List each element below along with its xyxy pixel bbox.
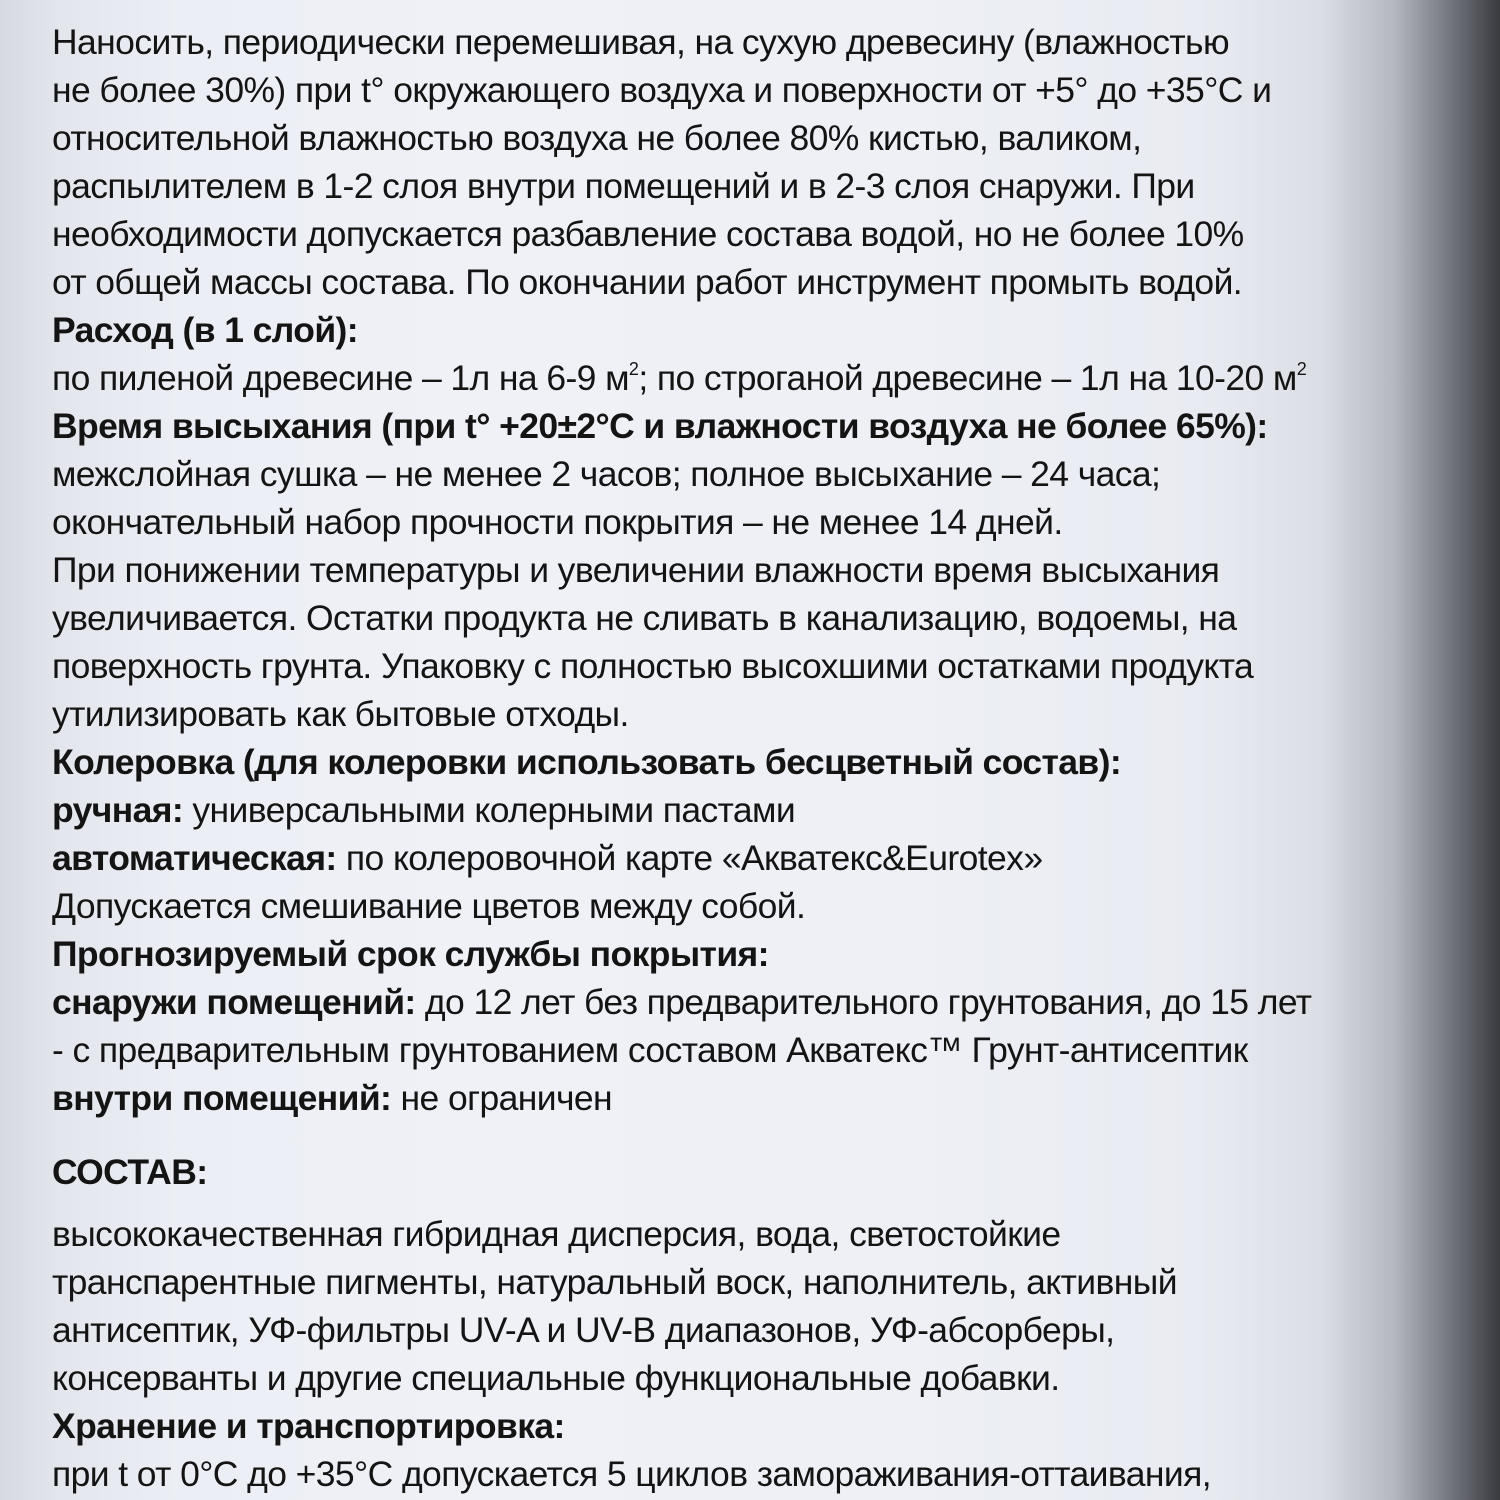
product-label-text xyxy=(52,18,1472,1498)
consumption-sawn-sup: 2 xyxy=(628,359,639,379)
consumption-planed-sup: 2 xyxy=(1296,359,1307,379)
composition-section xyxy=(52,1148,1472,1402)
consumption-text xyxy=(52,354,1472,402)
composition-line: высококачественная гибридная дисперсия, вода, светостойкие xyxy=(52,1214,1061,1254)
service-life-inside xyxy=(52,1074,1472,1122)
consumption-section xyxy=(52,306,1472,402)
service-life-outside xyxy=(52,978,1472,1026)
drying-line: окончательный набор прочности покрытия – не менее 14 дней. xyxy=(52,502,1063,542)
composition-heading: СОСТАВ: xyxy=(52,1152,208,1192)
consumption-planed: ; по строганой древесине – 1л на 10-20 м xyxy=(638,358,1297,398)
usage-line: от общей массы состава. По окончании работ инструмент промыть водой. xyxy=(52,262,1243,302)
drying-line: поверхность грунта. Упаковку с полностью высохшими остатками продукта xyxy=(52,646,1254,686)
drying-heading: Время высыхания (при t° +20±2°С и влажности воздуха не более 65%): xyxy=(52,406,1268,446)
heading-gap xyxy=(52,1196,1472,1210)
usage-section xyxy=(52,18,1472,306)
tinting-section xyxy=(52,738,1472,930)
storage-line: при t от 0°С до +35°С допускается 5 циклов замораживания-оттаивания, xyxy=(52,1454,1212,1494)
service-life-inside-text: не ограничен xyxy=(391,1078,613,1118)
tinting-heading: Колеровка (для колеровки использовать бесцветный состав): xyxy=(52,742,1122,782)
composition-line: транспарентные пигменты, натуральный воск, наполнитель, активный xyxy=(52,1262,1177,1302)
storage-heading: Хранение и транспортировка: xyxy=(52,1406,565,1446)
drying-line: При понижении температуры и увеличении влажности время высыхания xyxy=(52,550,1220,590)
service-life-section xyxy=(52,930,1472,1122)
usage-line: Наносить, периодически перемешивая, на сухую древесину (влажностью xyxy=(52,22,1229,62)
service-life-outside-cont: - с предварительным грунтованием составом Акватекс™ Грунт-антисептик xyxy=(52,1030,1248,1070)
tinting-note: Допускается смешивание цветов между собой. xyxy=(52,886,806,926)
service-life-inside-label: внутри помещений: xyxy=(52,1078,392,1118)
usage-line: необходимости допускается разбавление состава водой, но не более 10% xyxy=(52,214,1244,254)
service-life-heading: Прогнозируемый срок службы покрытия: xyxy=(52,934,769,974)
usage-line: относительной влажностью воздуха не более 80% кистью, валиком, xyxy=(52,118,1142,158)
consumption-heading: Расход (в 1 слой): xyxy=(52,310,358,350)
tinting-manual-label: ручная: xyxy=(52,790,184,830)
composition-line: антисептик, УФ-фильтры UV-A и UV-B диапазонов, УФ-абсорберы, xyxy=(52,1310,1115,1350)
drying-line: утилизировать как бытовые отходы. xyxy=(52,694,629,734)
service-life-outside-label: снаружи помещений: xyxy=(52,982,416,1022)
storage-section xyxy=(52,1402,1472,1498)
drying-line: межслойная сушка – не менее 2 часов; полное высыхание – 24 часа; xyxy=(52,454,1161,494)
tinting-manual-text: универсальными колерными пастами xyxy=(183,790,796,830)
usage-line: распылителем в 1-2 слоя внутри помещений и в 2-3 слоя снаружи. При xyxy=(52,166,1195,206)
drying-line: увеличивается. Остатки продукта не сливать в канализацию, водоемы, на xyxy=(52,598,1237,638)
consumption-sawn: по пиленой древесине – 1л на 6-9 м xyxy=(52,358,629,398)
drying-section xyxy=(52,402,1472,738)
tinting-auto xyxy=(52,834,1472,882)
tinting-auto-text: по колеровочной карте «Акватекс&Eurotex» xyxy=(336,838,1043,878)
composition-line: консерванты и другие специальные функциональные добавки. xyxy=(52,1358,1060,1398)
section-gap xyxy=(52,1122,1472,1148)
usage-line: не более 30%) при t° окружающего воздуха и поверхности от +5° до +35°С и xyxy=(52,70,1272,110)
service-life-outside-text: до 12 лет без предварительного грунтования, до 15 лет xyxy=(415,982,1312,1022)
tinting-auto-label: автоматическая: xyxy=(52,838,337,878)
tinting-manual xyxy=(52,786,1472,834)
